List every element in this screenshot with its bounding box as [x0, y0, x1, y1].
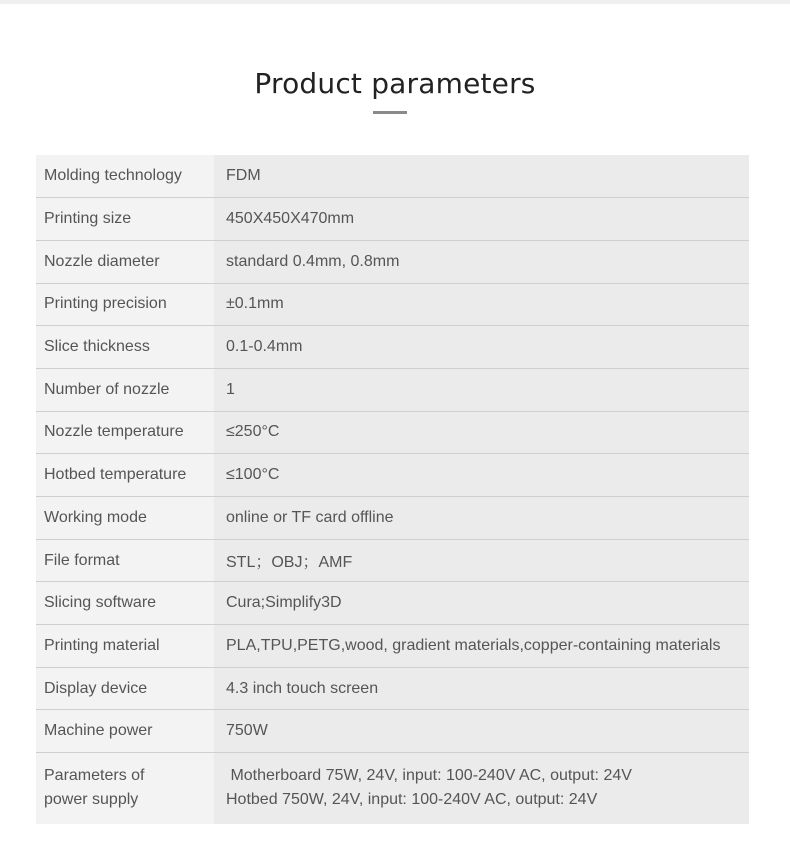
- param-value: standard 0.4mm, 0.8mm: [214, 240, 749, 283]
- param-label: Hotbed temperature: [36, 454, 214, 497]
- param-value: ≤250°C: [214, 411, 749, 454]
- table-row: [36, 283, 749, 326]
- param-value-line: Motherboard 75W, 24V, input: 100-240V AC, output: 24V: [226, 767, 632, 785]
- page-title: Product parameters: [254, 67, 536, 100]
- top-divider-bar: [0, 0, 790, 4]
- param-value: 0.1-0.4mm: [214, 326, 749, 369]
- param-label: Working mode: [36, 497, 214, 540]
- param-label-line: power supply: [44, 791, 139, 809]
- param-label: File format: [36, 539, 214, 582]
- param-value: [214, 753, 749, 824]
- param-value: FDM: [214, 155, 749, 198]
- table-row-power-supply: [36, 753, 749, 824]
- title-underline: [373, 111, 407, 114]
- param-label: Number of nozzle: [36, 368, 214, 411]
- table-row: [36, 326, 749, 369]
- table-row: [36, 582, 749, 625]
- param-label: Printing size: [36, 198, 214, 241]
- param-value-line: Hotbed 750W, 24V, input: 100-240V AC, output: 24V: [226, 791, 598, 809]
- param-label: Nozzle diameter: [36, 240, 214, 283]
- param-label: Printing precision: [36, 283, 214, 326]
- table-row: [36, 497, 749, 540]
- param-value: 1: [214, 368, 749, 411]
- param-value: online or TF card offline: [214, 497, 749, 540]
- param-value: ±0.1mm: [214, 283, 749, 326]
- table-row: [36, 240, 749, 283]
- param-label: Molding technology: [36, 155, 214, 198]
- table-row: [36, 368, 749, 411]
- param-label: Slice thickness: [36, 326, 214, 369]
- param-label-line: Parameters of: [44, 767, 145, 785]
- parameters-table: [36, 155, 749, 824]
- param-value: STL；OBJ；AMF: [214, 539, 749, 582]
- param-value: PLA,TPU,PETG,wood, gradient materials,copper-containing materials: [214, 625, 749, 668]
- param-value: 750W: [214, 710, 749, 753]
- param-value: 4.3 inch touch screen: [214, 667, 749, 710]
- param-label: Nozzle temperature: [36, 411, 214, 454]
- param-label: [36, 753, 214, 824]
- param-label: Slicing software: [36, 582, 214, 625]
- table-row: [36, 710, 749, 753]
- table-row: [36, 625, 749, 668]
- param-label: Machine power: [36, 710, 214, 753]
- table-row: [36, 198, 749, 241]
- param-value: 450X450X470mm: [214, 198, 749, 241]
- param-label: Display device: [36, 667, 214, 710]
- table-row: [36, 667, 749, 710]
- table-row: [36, 411, 749, 454]
- table-row: [36, 454, 749, 497]
- table-row: [36, 155, 749, 198]
- param-value: Cura;Simplify3D: [214, 582, 749, 625]
- table-row: [36, 539, 749, 582]
- param-value: ≤100°C: [214, 454, 749, 497]
- param-label: Printing material: [36, 625, 214, 668]
